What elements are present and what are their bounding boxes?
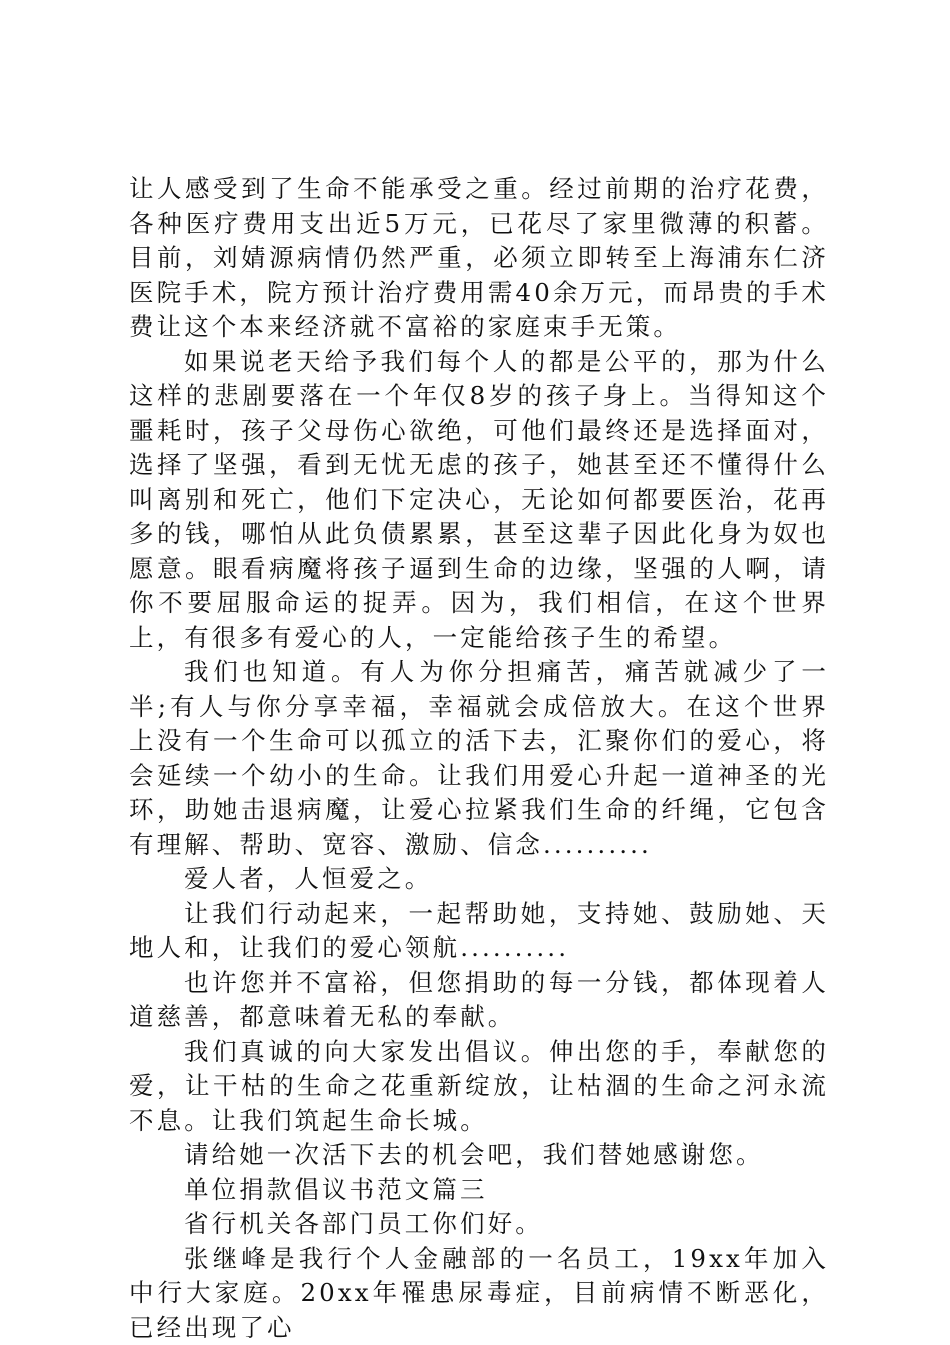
- paragraph: 我们也知道。有人为你分担痛苦，痛苦就减少了一半;有人与你分享幸福，幸福就会成倍放大。在这个世界上没有一个生命可以孤立的活下去，汇聚你们的爱心，将会延续一个幼小的生命。让我们用爱心升起一道神圣的光环，助她击退病魔，让爱心拉紧我们生命的纤绳，它包含有理解、帮助、宽容、激励、信念..........: [129, 655, 829, 862]
- paragraph: 如果说老天给予我们每个人的都是公平的，那为什么这样的悲剧要落在一个年仅8岁的孩子身上。当得知这个噩耗时，孩子父母伤心欲绝，可他们最终还是选择面对，选择了坚强，看到无忧无虑的孩子，她甚至还不懂得什么叫离别和死亡，他们下定决心，无论如何都要医治，花再多的钱，哪怕从此负债累累，甚至这辈子因此化身为奴也愿意。眼看病魔将孩子逼到生命的边缘，坚强的人啊，请你不要屈服命运的捉弄。因为，我们相信，在这个世界上，有很多有爱心的人，一定能给孩子生的希望。: [129, 345, 829, 656]
- document-body: [129, 172, 829, 1345]
- salutation: 省行机关各部门员工你们好。: [129, 1207, 829, 1242]
- paragraph: 我们真诚的向大家发出倡议。伸出您的手，奉献您的爱，让干枯的生命之花重新绽放，让枯涸的生命之河永流不息。让我们筑起生命长城。: [129, 1035, 829, 1139]
- paragraph: 请给她一次活下去的机会吧，我们替她感谢您。: [129, 1138, 829, 1173]
- section-title: 单位捐款倡议书范文篇三: [129, 1173, 829, 1208]
- paragraph: 让我们行动起来，一起帮助她，支持她、鼓励她、天地人和，让我们的爱心领航..........: [129, 897, 829, 966]
- paragraph: 也许您并不富裕，但您捐助的每一分钱，都体现着人道慈善，都意味着无私的奉献。: [129, 966, 829, 1035]
- paragraph-continuation: 让人感受到了生命不能承受之重。经过前期的治疗花费，各种医疗费用支出近5万元，已花尽了家里微薄的积蓄。目前，刘婧源病情仍然严重，必须立即转至上海浦东仁济医院手术，院方预计治疗费用需40余万元，而昂贵的手术费让这个本来经济就不富裕的家庭束手无策。: [129, 172, 829, 345]
- paragraph: 张继峰是我行个人金融部的一名员工，19xx年加入中行大家庭。20xx年罹患尿毒症，目前病情不断恶化，已经出现了心: [129, 1242, 829, 1345]
- paragraph: 爱人者，人恒爱之。: [129, 862, 829, 897]
